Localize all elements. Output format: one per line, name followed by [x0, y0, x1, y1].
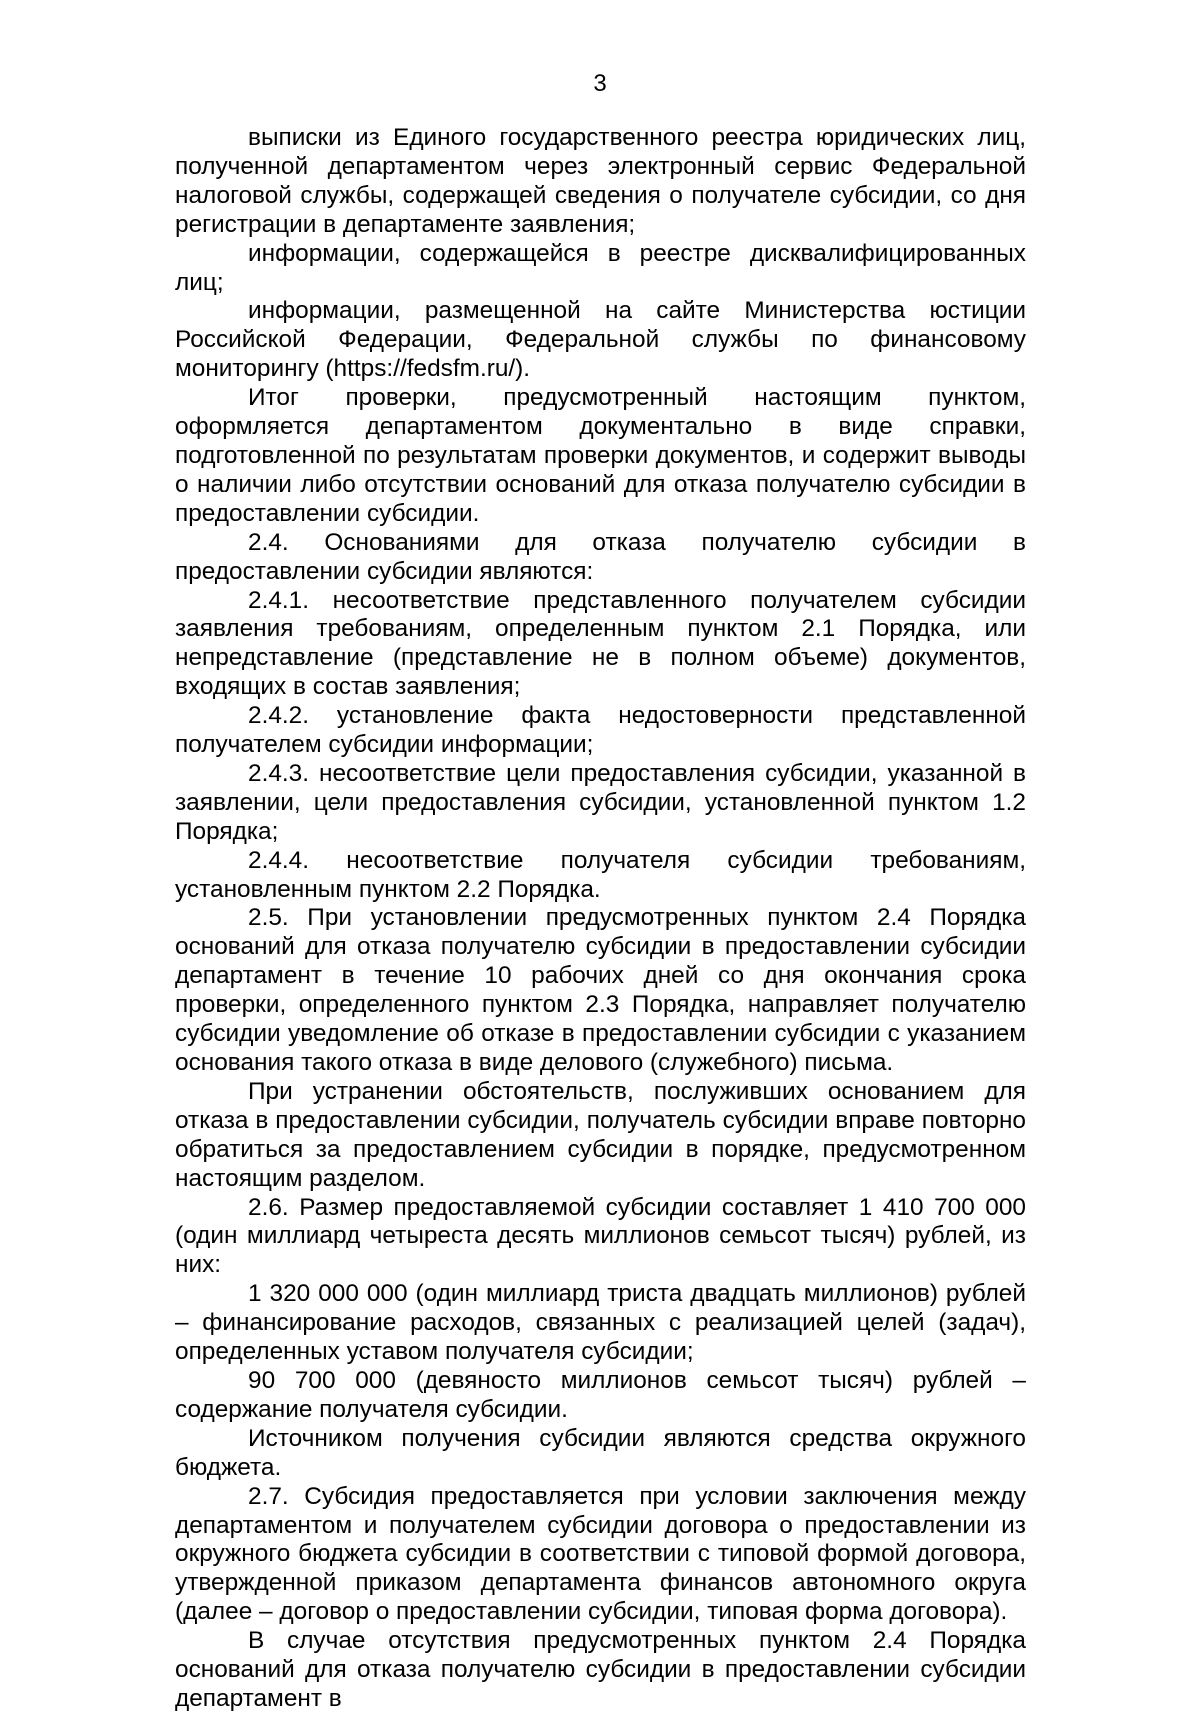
paragraph-egrul-extract: выписки из Единого государственного реестра юридических лиц, полученной департаментом через электронный сервис Федеральной налоговой службы, содержащей сведения о получателе субсидии, со дня регистрации в департаменте заявления; — [175, 124, 1026, 238]
paragraph-maintenance: 90 700 000 (девяносто миллионов семьсот тысяч) рублей – содержание получателя субсидии. — [175, 1366, 1026, 1423]
paragraph-reapply: При устранении обстоятельств, послуживших основанием для отказа в предоставлении субсидии, получатель субсидии вправе повторно обратиться за предоставлением субсидии в порядке, предусмотренном настоящим разделом. — [175, 1077, 1026, 1192]
document-body — [175, 124, 1026, 1714]
paragraph-2-4-2: 2.4.2. установление факта недостоверности представленной получателем субсидии информации; — [175, 702, 1026, 759]
paragraph-financing-goals: 1 320 000 000 (один миллиард триста двадцать миллионов) рублей – финансирование расходов, связанных с реализацией целей (задач), определенных уставом получателя субсидии; — [175, 1280, 1026, 1366]
paragraph-check-result: Итог проверки, предусмотренный настоящим пунктом, оформляется департаментом документально в виде справки, подготовленной по результатам проверки документов, и содержит выводы о наличии либо отсутствии оснований для отказа получателю субсидии в предоставлении субсидии. — [175, 384, 1026, 527]
paragraph-2-4-3: 2.4.3. несоответствие цели предоставления субсидии, указанной в заявлении, цели предоставления субсидии, установленной пунктом 1.2 Порядка; — [175, 759, 1026, 845]
paragraph-funding-source: Источником получения субсидии являются средства окружного бюджета. — [175, 1424, 1026, 1481]
paragraph-2-6: 2.6. Размер предоставляемой субсидии составляет 1 410 700 000 (один миллиард четыреста десять миллионов семьсот тысяч) рублей, из них: — [175, 1193, 1026, 1279]
page-number: 3 — [593, 70, 607, 97]
paragraph-no-grounds: В случае отсутствия предусмотренных пунктом 2.4 Порядка оснований для отказа получателю субсидии в предоставлении субсидии департамент в — [175, 1627, 1026, 1712]
paragraph-2-5: 2.5. При установлении предусмотренных пунктом 2.4 Порядка оснований для отказа получателю субсидии в предоставлении субсидии департамент в течение 10 рабочих дней со дня окончания срока проверки, определенного пунктом 2.3 Порядка, направляет получателю субсидии уведомление об отказе в предоставлении субсидии с указанием основания такого отказа в виде делового (служебного) письма. — [175, 904, 1026, 1076]
paragraph-2-4: 2.4. Основаниями для отказа получателю субсидии в предоставлении субсидии являются: — [175, 528, 1026, 585]
paragraph-2-7: 2.7. Субсидия предоставляется при условии заключения между департаментом и получателем субсидии договора о предоставлении из окружного бюджета субсидии в соответствии с типовой формой договора, утвержденной приказом департамента финансов автономного округа (далее – договор о предоставлении субсидии, типовая форма договора). — [175, 1482, 1026, 1626]
paragraph-disqualified-registry: информации, содержащейся в реестре дисквалифицированных лиц; — [175, 239, 1026, 296]
paragraph-ministry-justice-info: информации, размещенной на сайте Министерства юстиции Российской Федерации, Федеральной службы по финансовому мониторингу (https://fedsfm.ru/). — [175, 297, 1026, 383]
paragraph-2-4-1: 2.4.1. несоответствие представленного получателем субсидии заявления требованиям, определенным пунктом 2.1 Порядка, или непредставление (представление не в полном объеме) документов, входящих в состав заявления; — [175, 586, 1026, 701]
paragraph-2-4-4: 2.4.4. несоответствие получателя субсидии требованиям, установленным пунктом 2.2 Порядка. — [175, 846, 1026, 903]
